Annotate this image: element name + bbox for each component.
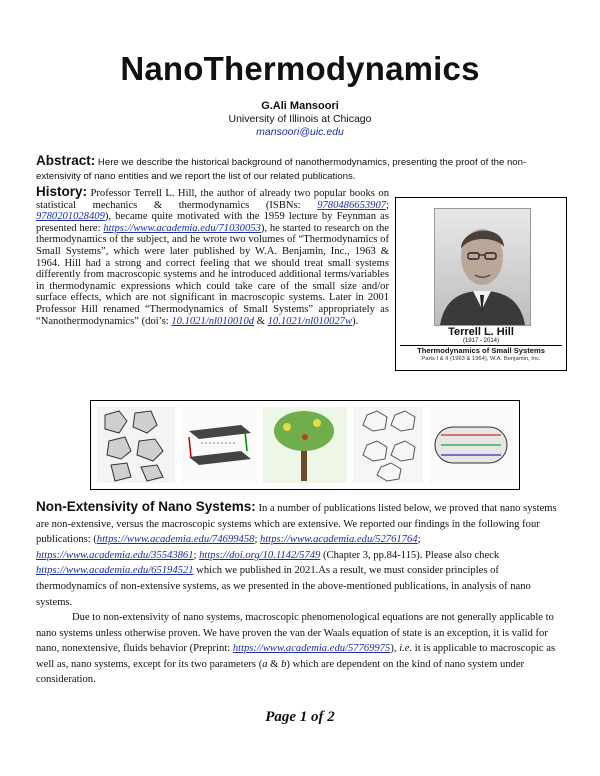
history-text: & <box>254 315 268 327</box>
separator-text: ; <box>254 534 261 546</box>
portrait-caption-years: (1917 - 2014) <box>462 338 500 344</box>
abstract-paragraph <box>36 154 564 184</box>
portrait-caption-book: Thermodynamics of Small Systems <box>400 345 562 355</box>
history-text: Professor Terrell L. Hill, the author of already two popular books on statistical mechanics & thermodynamics (ISBNs: <box>36 188 389 211</box>
nanotube-capsule-image <box>429 407 513 483</box>
history-paragraph <box>36 186 389 327</box>
isbn-link-1[interactable]: 9780486653907 <box>317 199 387 211</box>
author-email-link[interactable]: mansoori@uic.edu <box>256 126 344 138</box>
preprint-link[interactable]: https://www.academia.edu/57769975 <box>232 643 391 655</box>
page-title: NanoThermodynamics <box>120 50 480 87</box>
portrait-figure <box>395 197 567 371</box>
history-heading: History: <box>36 184 88 199</box>
nano-tree-structure-image <box>263 407 347 483</box>
paragraph-text: it is applicable to macroscopic as well as, nano systems, except for its two parameters ( <box>36 643 556 670</box>
publication-link-3[interactable]: https://www.academia.edu/35543861 <box>36 549 194 561</box>
history-text: ). <box>352 315 359 327</box>
paragraph-text: Due to non-extensivity of nano systems, macroscopic phenomenological equations are not generally applicable to nano systems unless otherwise proven. We have proven the van der Waals equation of state is an exception, it is valid for nano, nonextensive, fluids behavior (Preprint: <box>36 612 554 655</box>
molecular-cages-image <box>353 407 423 483</box>
isbn-link-2[interactable]: 9780201028409 <box>36 211 105 223</box>
non-extensivity-text: (Chapter 3, pp.84-115). Please also check <box>320 549 500 561</box>
abstract-heading: Abstract: <box>36 153 96 168</box>
author-affiliation: University of Illinois at Chicago <box>228 113 372 125</box>
publication-link-1[interactable]: https://www.academia.edu/74699458 <box>96 534 255 546</box>
publication-link-4[interactable]: https://doi.org/10.1142/5749 <box>199 549 321 561</box>
separator-text: ; <box>193 549 200 561</box>
paragraph-text: & <box>267 658 282 670</box>
page-number-footer: Page 1 of 2 <box>265 709 335 725</box>
abstract-text: Here we describe the historical background of nanothermodynamics, presenting the proof of the non-extensivity of nano entities and we report the list of our related publications. <box>36 157 527 182</box>
nano-systems-illustration <box>90 400 520 490</box>
non-extensivity-text: which we published in 2021.As a result, we must consider principles of thermodynamics of non-extensive systems, as we presented in the above-mentioned publications, in analysis of nano systems. <box>36 565 531 608</box>
paragraph-text: ) which are dependent on the kind of nano system under consideration. <box>36 658 525 686</box>
publication-link-5[interactable]: https://www.academia.edu/65194521 <box>36 565 194 577</box>
thin-film-plates-image <box>181 407 257 483</box>
parameter-a: a <box>262 658 268 670</box>
doi-link-1[interactable]: 10.1021/nl010010d <box>171 315 255 327</box>
paragraph-text: ), <box>390 643 400 655</box>
history-text: ), he started to research on the thermodynamics of the subject, and he wrote two volumes of “Thermodynamics of Small Systems”, which were later published by W.A. Benjamin, Inc., 1963 & 1964. Hill had a strong and correct feeling that we should treat small systems differently from macroscopic systems and he introduced additional terms/variables in thermodynamic expressions which could take care of the small size and/or surface effects, which are not significant in macroscopic systems. Later in 2001 Professor Hill renamed “Thermodynamics of Small Systems” appropriately as “Nanothermodynamics” (doi’s: <box>36 222 389 327</box>
history-text: ; <box>386 199 389 211</box>
nanoparticle-cluster-image <box>97 407 175 483</box>
van-der-waals-paragraph <box>36 610 564 688</box>
doi-link-2[interactable]: 10.1021/nl010027w <box>267 315 353 327</box>
parameter-b: b <box>281 658 287 670</box>
portrait-caption-parts: Parts I & II (1963 & 1964), W.A. Benjamin, Inc. <box>421 356 541 362</box>
non-extensivity-heading: Non-Extensivity of Nano Systems: <box>36 499 256 514</box>
ie-abbreviation: i.e. <box>399 643 413 655</box>
feynman-lecture-link[interactable]: https://www.academia.edu/71030053 <box>103 222 261 234</box>
non-extensivity-paragraph <box>36 499 564 610</box>
portrait-caption-name: Terrell L. Hill <box>448 326 514 338</box>
non-extensivity-text: In a number of publications listed below, we proved that nano systems are non-extensive, versus the macroscopic systems which are extensive. We reported our findings in the following four publications: ( <box>36 503 557 546</box>
separator-text: ; <box>417 534 421 546</box>
publication-link-2[interactable]: https://www.academia.edu/52761764 <box>260 534 418 546</box>
author-name: G.Ali Mansoori <box>261 100 339 112</box>
history-text: ), became quite motivated with the 1959 lecture by Feynman as presented here: <box>36 211 389 234</box>
portrait-photo <box>434 208 531 326</box>
